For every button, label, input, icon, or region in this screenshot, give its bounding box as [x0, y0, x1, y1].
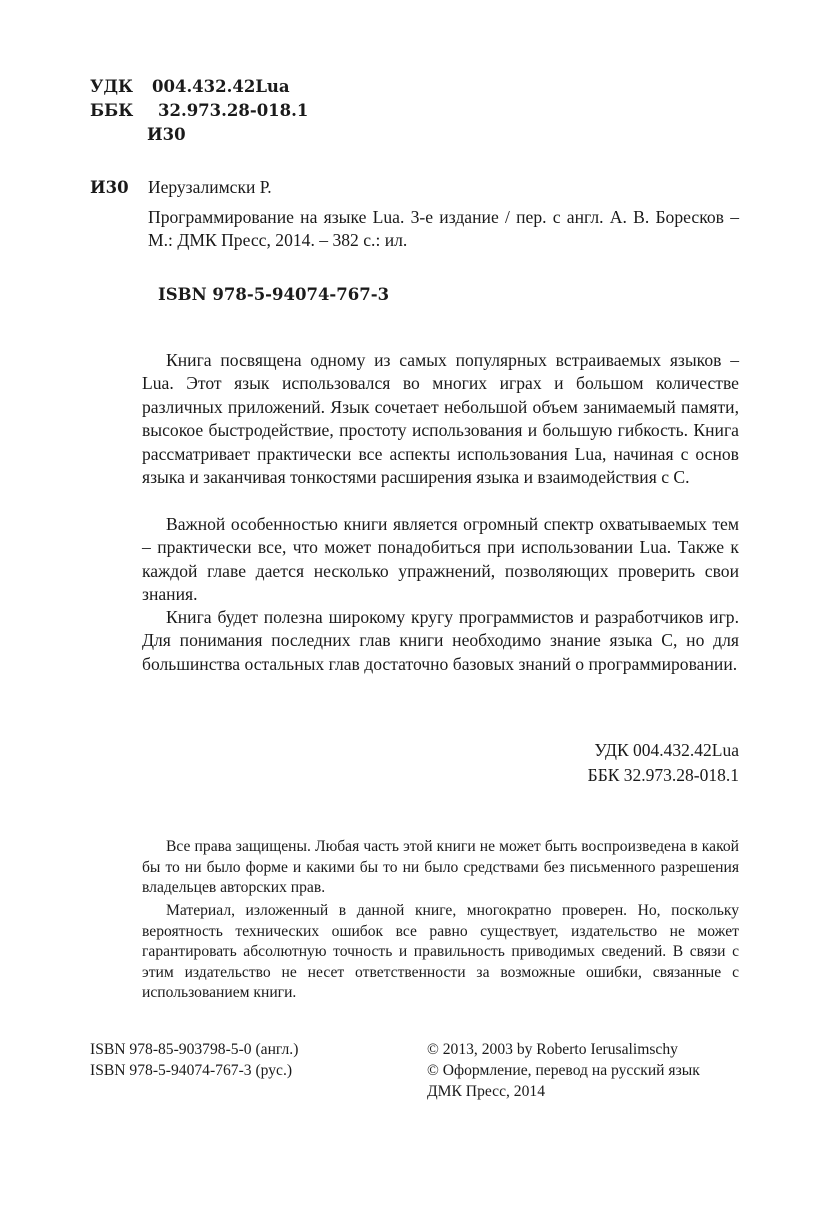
author-mark: И30 — [147, 125, 186, 144]
rights-paragraph-1: Все права защищены. Любая часть этой книги не может быть воспроизведена в какой бы то ни было форме и какими бы то ни было средствами без письменного разрешения владельцев авторских прав. — [142, 838, 739, 897]
udk-label: УДК — [90, 77, 134, 96]
copyright-original: © 2013, 2003 by Roberto Ierusalimschy — [427, 1041, 678, 1058]
annotation-paragraph-2: Важной особенностью книги является огромный спектр охватываемых тем – практически все, что может понадобиться при использовании Lua. Также к каждой главе дается несколько упражнений, позволяющих проверить свои знания. — [142, 514, 739, 605]
bib-author-mark: И30 — [90, 178, 129, 197]
udk-value: 004.432.42Lua — [152, 77, 290, 96]
copyright-publisher: ДМК Пресс, 2014 — [427, 1083, 545, 1100]
annotation-paragraph-3: Книга будет полезна широкому кругу программистов и разработчиков игр. Для понимания последних глав книги необходимо знание языка C, но для большинства остальных глав достаточно базовых знаний о программировании. — [142, 607, 739, 674]
copyright-design: © Оформление, перевод на русский язык — [427, 1062, 700, 1079]
bbk-label: ББК — [90, 101, 134, 120]
bbk-right: ББК 32.973.28-018.1 — [587, 765, 739, 785]
isbn-original: ISBN 978-85-903798-5-0 (англ.) — [90, 1041, 299, 1058]
bib-description: Программирование на языке Lua. 3-е издание / пер. с англ. А. В. Боресков – М.: ДМК Пресс, 2014. – 382 с.: ил. — [148, 207, 739, 251]
udk-right: УДК 004.432.42Lua — [594, 740, 739, 760]
rights-paragraph-2: Материал, изложенный в данной книге, многократно проверен. Но, поскольку вероятность технических ошибок все равно существует, издательство не может гарантировать абсолютную точность и правильность приводимых сведений. В связи с этим издательство не несет ответственности за возможные ошибки, связанные с использованием книги. — [142, 902, 739, 1002]
isbn-russian: ISBN 978-5-94074-767-3 (рус.) — [90, 1062, 293, 1079]
bib-isbn: ISBN 978-5-94074-767-3 — [158, 285, 390, 304]
bib-author: Иерузалимски Р. — [148, 177, 272, 197]
annotation-paragraph-1: Книга посвящена одному из самых популярных встраиваемых языков – Lua. Этот язык использовался во многих играх и большом количестве различных приложений. Язык сочетает небольшой объем занимаемый памяти, высокое быстродействие, простоту использования и большую гибкость. Книга рассматривает практически все аспекты использования Lua, начиная с основ языка и заканчивая тонкостями расширения языка и взаимодействия с C. — [142, 350, 739, 488]
bbk-value: 32.973.28-018.1 — [158, 101, 309, 120]
